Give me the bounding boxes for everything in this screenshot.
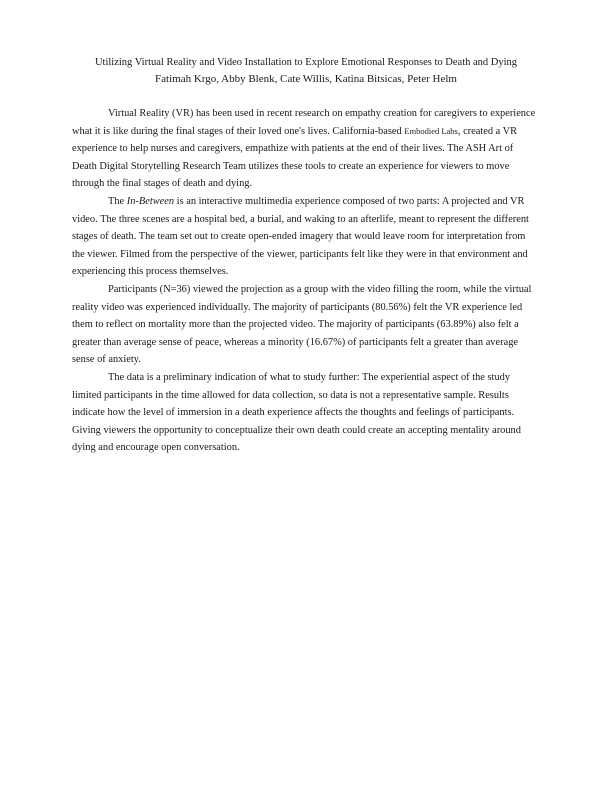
paragraph-text: Virtual Reality (VR) has been used in recent research on empathy creation for caregivers to experience what it is like during the final stages of their loved one's lives. California-based xyxy=(72,108,536,137)
paragraph-text: is an interactive multimedia experience composed of two parts: A projected and VR video. The three scenes are a hospital bed, a burial, and waking to an afterlife, meant to represent the different stages of death. The team set out to create open-ended imagery that would leave room for interpretation from the viewer. Filmed from the perspective of the viewer, participants felt like they were in that environment and experiencing this process themselves. xyxy=(72,195,529,278)
paragraph-vr-background xyxy=(72,105,540,193)
paragraph-in-between xyxy=(72,193,540,281)
paragraph-text: The xyxy=(108,195,127,207)
document-title: Utilizing Virtual Reality and Video Installation to Explore Emotional Responses to Death and Dying xyxy=(94,57,518,68)
paragraph-text: , created a VR experience to help nurses and caregivers, empathize with patients at the end of their lives. The ASH Art of Death Digital Storytelling Research Team utilizes these tools to create an experience for viewers to move through the final stages of death and dying. xyxy=(72,125,518,190)
paragraph-conclusion: The data is a preliminary indication of what to study further: The experiential aspect of the study limited participants in the time allowed for data collection, so data is not a representative sample. Results indicate how the level of immersion in a death experience affects the thoughts and feelings of participants. Giving viewers the opportunity to conceptualize their own death could create an accepting mentality around dying and encourage open conversation. xyxy=(72,371,521,454)
company-name: Embodied Labs xyxy=(404,125,458,136)
work-title: In-Between xyxy=(126,195,175,207)
document-authors: Fatimah Krgo, Abby Blenk, Cate Willis, Katina Bitsicas, Peter Helm xyxy=(155,73,457,85)
document-body xyxy=(72,55,540,457)
paragraph-participants: Participants (N=36) viewed the projection as a group with the video filling the room, while the virtual reality video was experienced individually. The majority of participants (80.56%) felt the VR experience led them to reflect on mortality more than the projected video. The majority of participants (63.89%) also felt a greater than average sense of peace, whereas a minority (16.67%) of participants felt a greater than average sense of anxiety. xyxy=(72,283,532,366)
